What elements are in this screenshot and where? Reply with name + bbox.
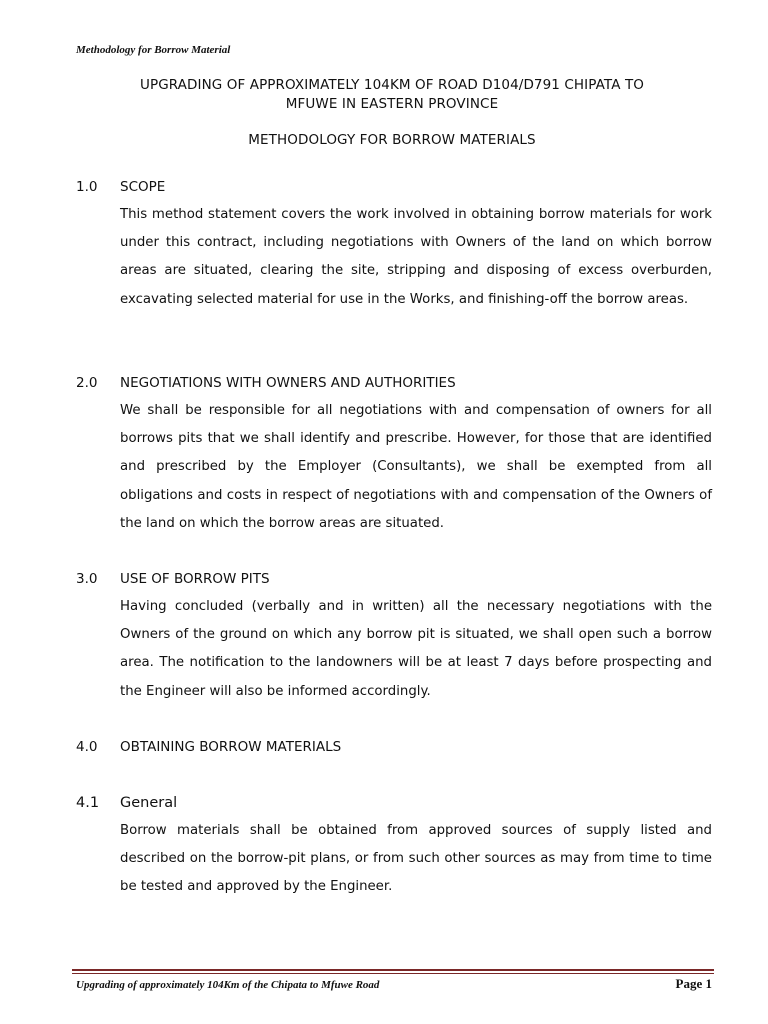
running-footer: Upgrading of approximately 104Km of the Chipata to Mfuwe Road [76, 979, 380, 991]
section-body: This method statement covers the work involved in obtaining borrow materials for work under this contract, including negotiations with Owners of the land on which borrow areas are situated, clearing the site, stripping and disposing of excess overburden, excavating selected material for use in the Works, and finishing-off the borrow areas. [120, 207, 712, 307]
section-title: OBTAINING BORROW MATERIALS [120, 739, 342, 755]
section-negotiations [76, 373, 712, 538]
section-number: 4.1 [76, 795, 100, 811]
document-title-line-1: UPGRADING OF APPROXIMATELY 104KM OF ROAD D104/D791 CHIPATA TO [139, 77, 645, 93]
document-subtitle: METHODOLOGY FOR BORROW MATERIALS [248, 132, 536, 148]
section-title: SCOPE [120, 179, 166, 195]
footer-rule-thin [72, 973, 714, 974]
section-title: NEGOTIATIONS WITH OWNERS AND AUTHORITIES [120, 375, 456, 391]
section-heading [76, 793, 712, 813]
section-number: 3.0 [76, 571, 98, 587]
section-number: 2.0 [76, 375, 98, 391]
section-scope [76, 177, 712, 314]
section-title: General [120, 795, 178, 811]
document-title-line-2: MFUWE IN EASTERN PROVINCE [285, 96, 499, 112]
section-body: We shall be responsible for all negotiations with and compensation of owners for all borrows pits that we shall identify and prescribe. However, for those that are identified and prescribed by the Employer (Consultants), we shall be exempted from all obligations and costs in respect of negotiations with and compensation of the Owners of the land on which the borrow areas are situated. [120, 403, 712, 531]
section-body: Having concluded (verbally and in written) all the necessary negotiations with the Owners of the ground on which any borrow pit is situated, we shall open such a borrow area. The notification to the landowners will be at least 7 days before prospecting and the Engineer will also be informed accordingly. [120, 599, 712, 699]
page-number: Page 1 [675, 976, 712, 991]
section-heading [76, 737, 712, 757]
section-obtaining-borrow-materials [76, 737, 712, 757]
section-title: USE OF BORROW PITS [120, 571, 270, 587]
running-header: Methodology for Borrow Material [76, 44, 231, 56]
section-use-of-borrow-pits [76, 569, 712, 706]
section-heading [76, 569, 712, 589]
section-general [76, 793, 712, 902]
section-number: 1.0 [76, 179, 98, 195]
section-heading [76, 177, 712, 197]
section-heading [76, 373, 712, 393]
footer-rule [72, 969, 714, 971]
document-title [60, 76, 724, 114]
section-body: Borrow materials shall be obtained from approved sources of supply listed and described on the borrow-pit plans, or from such other sources as may from time to time be tested and approved by the Engineer. [120, 823, 712, 895]
section-number: 4.0 [76, 739, 98, 755]
